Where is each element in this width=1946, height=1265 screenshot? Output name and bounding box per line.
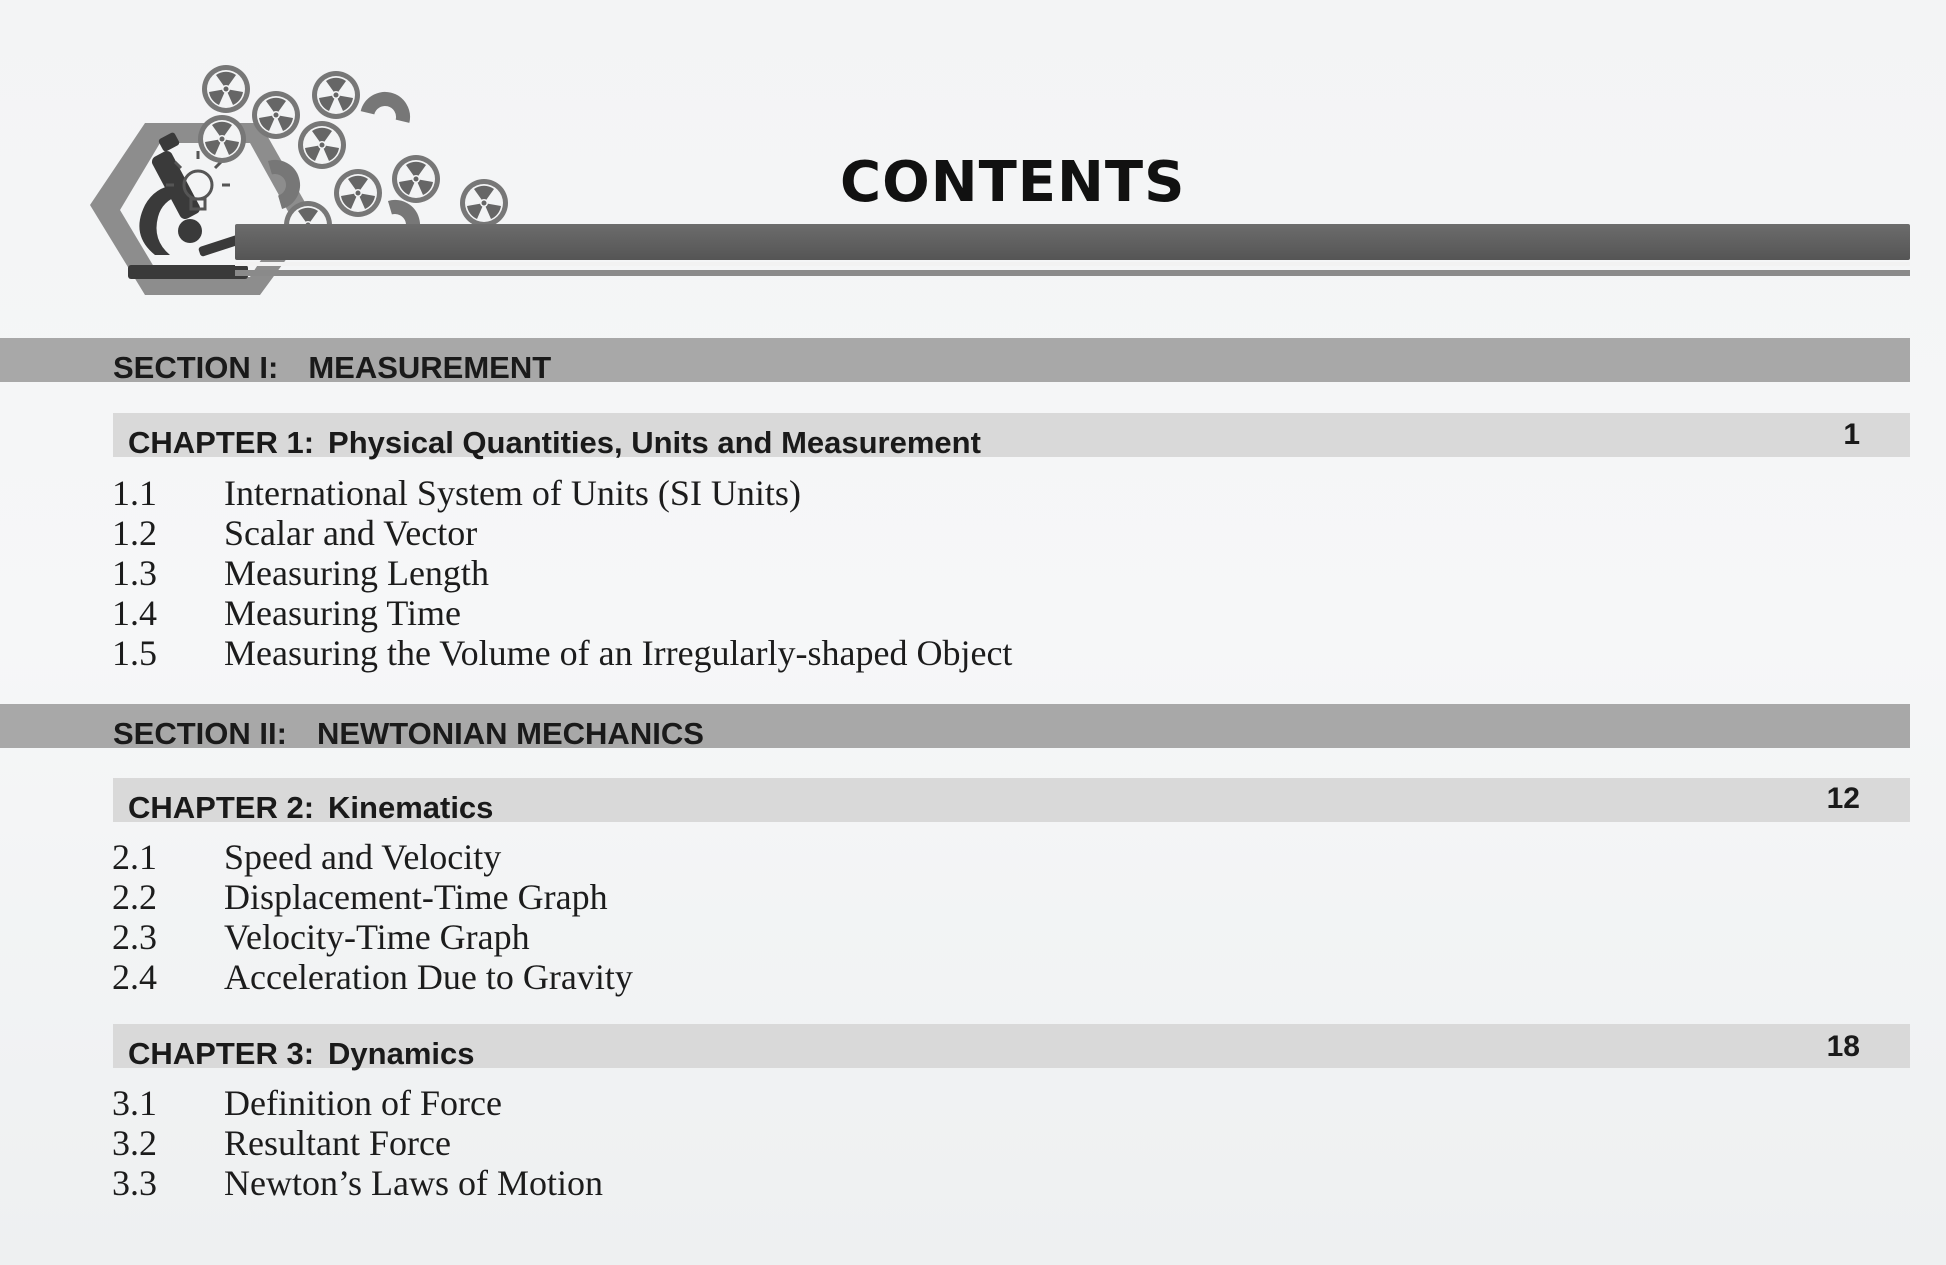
chapter-heading — [128, 790, 493, 826]
chapter-page-number: 18 — [1826, 1030, 1860, 1063]
toc-entry[interactable] — [112, 1122, 451, 1164]
entry-title: Acceleration Due to Gravity — [224, 957, 633, 997]
entry-title: Speed and Velocity — [224, 837, 502, 877]
toc-entry[interactable] — [112, 552, 489, 594]
chapter-number: CHAPTER 2: — [128, 790, 315, 825]
chapter-heading — [128, 425, 981, 461]
entry-number: 1.4 — [112, 593, 157, 633]
entry-number: 3.3 — [112, 1163, 157, 1203]
entry-number: 3.1 — [112, 1083, 157, 1123]
chapter-number: CHAPTER 3: — [128, 1036, 315, 1071]
chapter-number: CHAPTER 1: — [128, 425, 315, 460]
page-title: CONTENTS — [840, 150, 1186, 215]
entry-number: 2.1 — [112, 837, 157, 877]
entry-title: Scalar and Vector — [224, 513, 478, 553]
header-decoration — [50, 55, 610, 305]
entry-number: 1.2 — [112, 513, 157, 553]
toc-entry[interactable] — [112, 916, 530, 958]
toc-entry[interactable] — [112, 472, 801, 514]
entry-number: 1.3 — [112, 553, 157, 593]
header-bar — [235, 224, 1910, 260]
toc-entry[interactable] — [112, 1162, 603, 1204]
toc-entry[interactable] — [112, 632, 1012, 674]
chapter-title: Dynamics — [328, 1036, 475, 1071]
toc-entry[interactable] — [112, 956, 633, 998]
toc-entry[interactable] — [112, 512, 477, 554]
entry-title: Measuring Time — [224, 593, 462, 633]
toc-entry[interactable] — [112, 1082, 502, 1124]
chapter-heading — [128, 1036, 474, 1072]
section-number: SECTION II: — [113, 716, 287, 751]
entry-number: 2.2 — [112, 877, 157, 917]
entry-number: 2.3 — [112, 917, 157, 957]
entry-number: 1.1 — [112, 473, 157, 513]
section-heading — [113, 716, 704, 752]
toc-entry[interactable] — [112, 876, 608, 918]
section-title: MEASUREMENT — [308, 350, 552, 385]
entry-number: 3.2 — [112, 1123, 157, 1163]
section-heading — [113, 350, 551, 386]
entry-title: International System of Units (SI Units) — [224, 473, 801, 513]
entry-title: Measuring the Volume of an Irregularly-shaped Object — [224, 633, 1013, 673]
section-title: NEWTONIAN MECHANICS — [316, 716, 704, 751]
toc-entry[interactable] — [112, 592, 461, 634]
section-number: SECTION I: — [113, 350, 279, 385]
entry-title: Displacement-Time Graph — [224, 877, 608, 917]
entry-title: Resultant Force — [224, 1123, 451, 1163]
chapter-title: Kinematics — [328, 790, 494, 825]
entry-title: Velocity-Time Graph — [224, 917, 530, 957]
header-bar-divider — [235, 262, 1910, 266]
chapter-page-number: 1 — [1843, 418, 1860, 451]
chapter-page-number: 12 — [1826, 782, 1860, 815]
toc-entry[interactable] — [112, 836, 501, 878]
entry-number: 1.5 — [112, 633, 157, 673]
chapter-title: Physical Quantities, Units and Measurement — [328, 425, 981, 460]
header-bar-underline — [235, 270, 1910, 276]
entry-number: 2.4 — [112, 957, 157, 997]
entry-title: Measuring Length — [224, 553, 489, 593]
entry-title: Newton’s Laws of Motion — [224, 1163, 603, 1203]
entry-title: Definition of Force — [224, 1083, 502, 1123]
